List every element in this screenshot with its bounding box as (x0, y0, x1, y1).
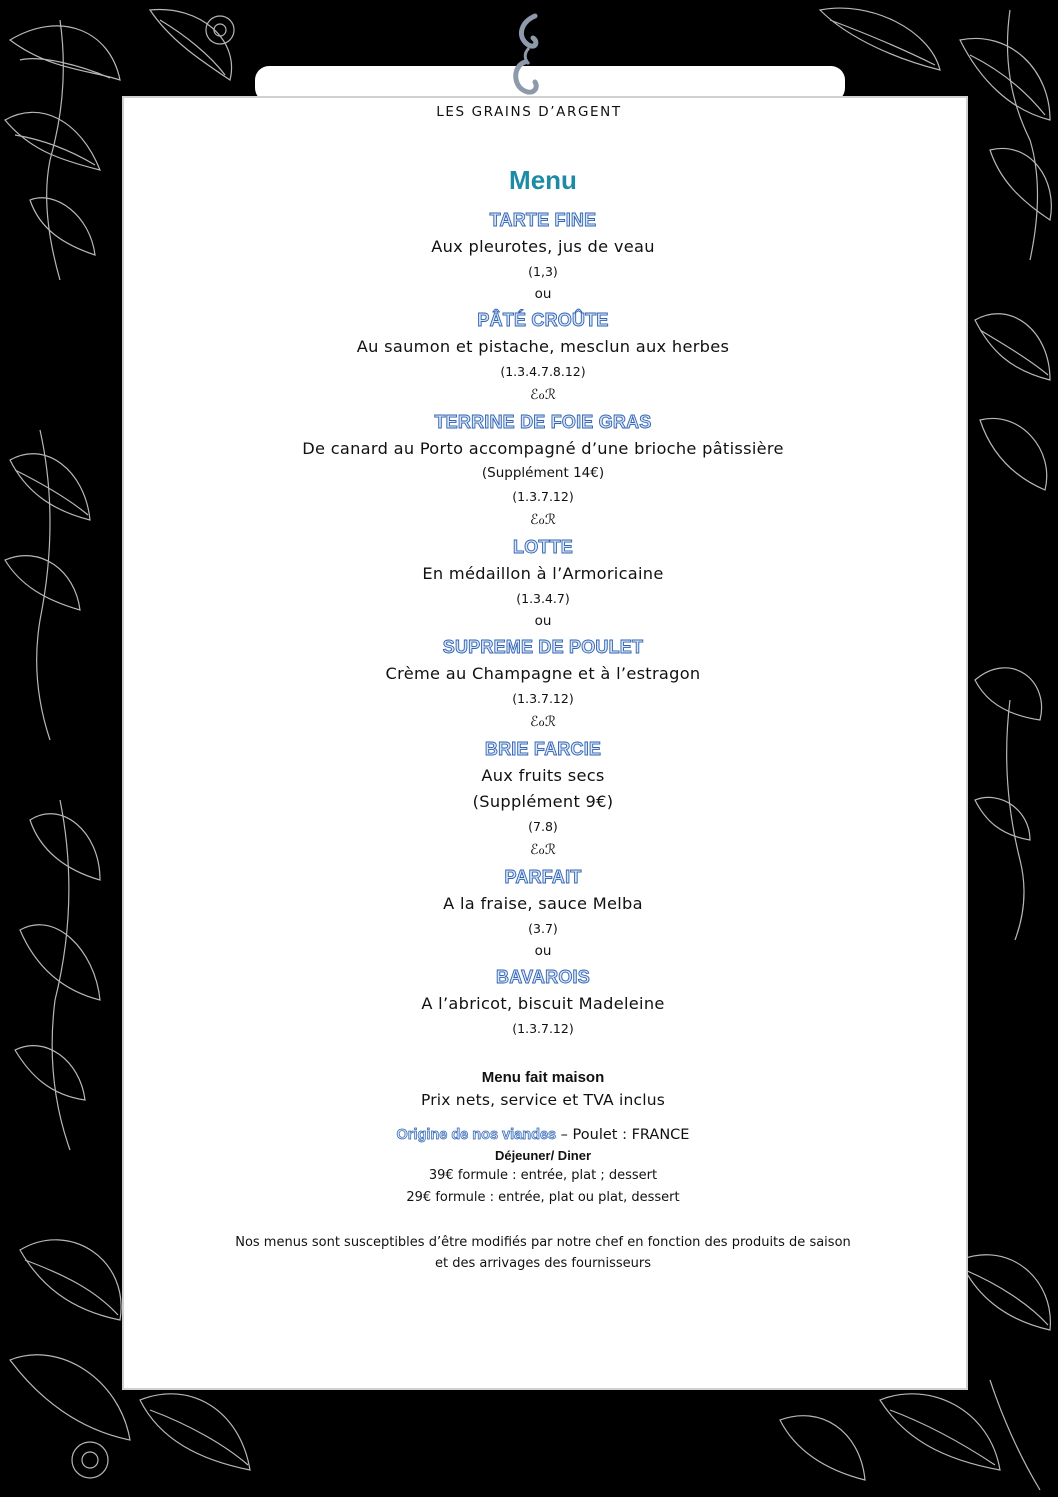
dish-name: BRIE FARCIE (484, 739, 602, 759)
dish-name: TERRINE DE FOIE GRAS (434, 412, 652, 432)
meal-title: Déjeuner/ Diner (494, 1148, 592, 1163)
brand-name: LES GRAINS D’ARGENT (436, 104, 622, 120)
dish-name: BAVAROIS (496, 967, 590, 987)
or-divider: ou (534, 286, 552, 302)
dish-allergens: (1.3.4.7) (516, 591, 570, 606)
dish-description: Aux pleurotes, jus de veau (431, 237, 655, 256)
origin-label: Origine de nos viandes (396, 1127, 557, 1143)
prices-note: Prix nets, service et TVA inclus (420, 1091, 666, 1109)
dish-allergens: (1.3.7.12) (512, 489, 574, 504)
dish-allergens: (1.3.7.12) (512, 1021, 574, 1036)
menu-title: Menu (509, 165, 577, 195)
dish-allergens: (1.3.7.12) (512, 691, 574, 706)
course-separator: ℰℴℛ (529, 842, 557, 858)
or-divider: ou (534, 943, 552, 959)
meat-origin (122, 1124, 964, 1146)
course-separator: ℰℴℛ (529, 714, 557, 730)
formula-29: 29€ formule : entrée, plat ou plat, dessert (406, 1190, 680, 1205)
dish-description: Aux fruits secs (481, 766, 605, 785)
grain-logo-icon (499, 8, 559, 102)
dish-allergens: (1.3.4.7.8.12) (500, 364, 586, 379)
dish-name: PARFAIT (504, 867, 582, 887)
dish-name: LOTTE (513, 537, 573, 557)
homemade-label: Menu fait maison (481, 1069, 605, 1086)
dish-description: Au saumon et pistache, mesclun aux herbes (356, 337, 730, 356)
dish-allergens: (1,3) (528, 264, 558, 279)
or-divider: ou (534, 613, 552, 629)
menu-change-note-2: et des arrivages des fournisseurs (434, 1256, 652, 1271)
course-separator: ℰℴℛ (529, 387, 557, 403)
dish-allergens: (7.8) (528, 819, 558, 834)
dish-description: De canard au Porto accompagné d’une brioche pâtissière (302, 439, 784, 458)
dish-allergens: (3.7) (528, 921, 558, 936)
dish-description: A la fraise, sauce Melba (443, 894, 643, 913)
dish-supplement: (Supplément 9€) (472, 792, 614, 811)
formula-39: 39€ formule : entrée, plat ; dessert (428, 1168, 658, 1183)
course-separator: ℰℴℛ (529, 512, 557, 528)
dish-description: A l’abricot, biscuit Madeleine (421, 994, 665, 1013)
brand-logo (0, 8, 1058, 102)
menu-change-note: Nos menus sont susceptibles d’être modifiés par notre chef en fonction des produits de saison (235, 1235, 851, 1250)
dish-name: SUPREME DE POULET (442, 637, 644, 657)
menu-content (122, 160, 964, 1274)
dish-name: TARTE FINE (489, 210, 597, 230)
dish-supplement: (Supplément 14€) (481, 465, 605, 481)
dish-description: Crème au Champagne et à l’estragon (385, 664, 701, 683)
dish-name: PÂTÉ CROÛTE (477, 310, 609, 330)
dish-description: En médaillon à l’Armoricaine (422, 564, 664, 583)
origin-value: – Poulet : FRANCE (556, 1127, 690, 1143)
